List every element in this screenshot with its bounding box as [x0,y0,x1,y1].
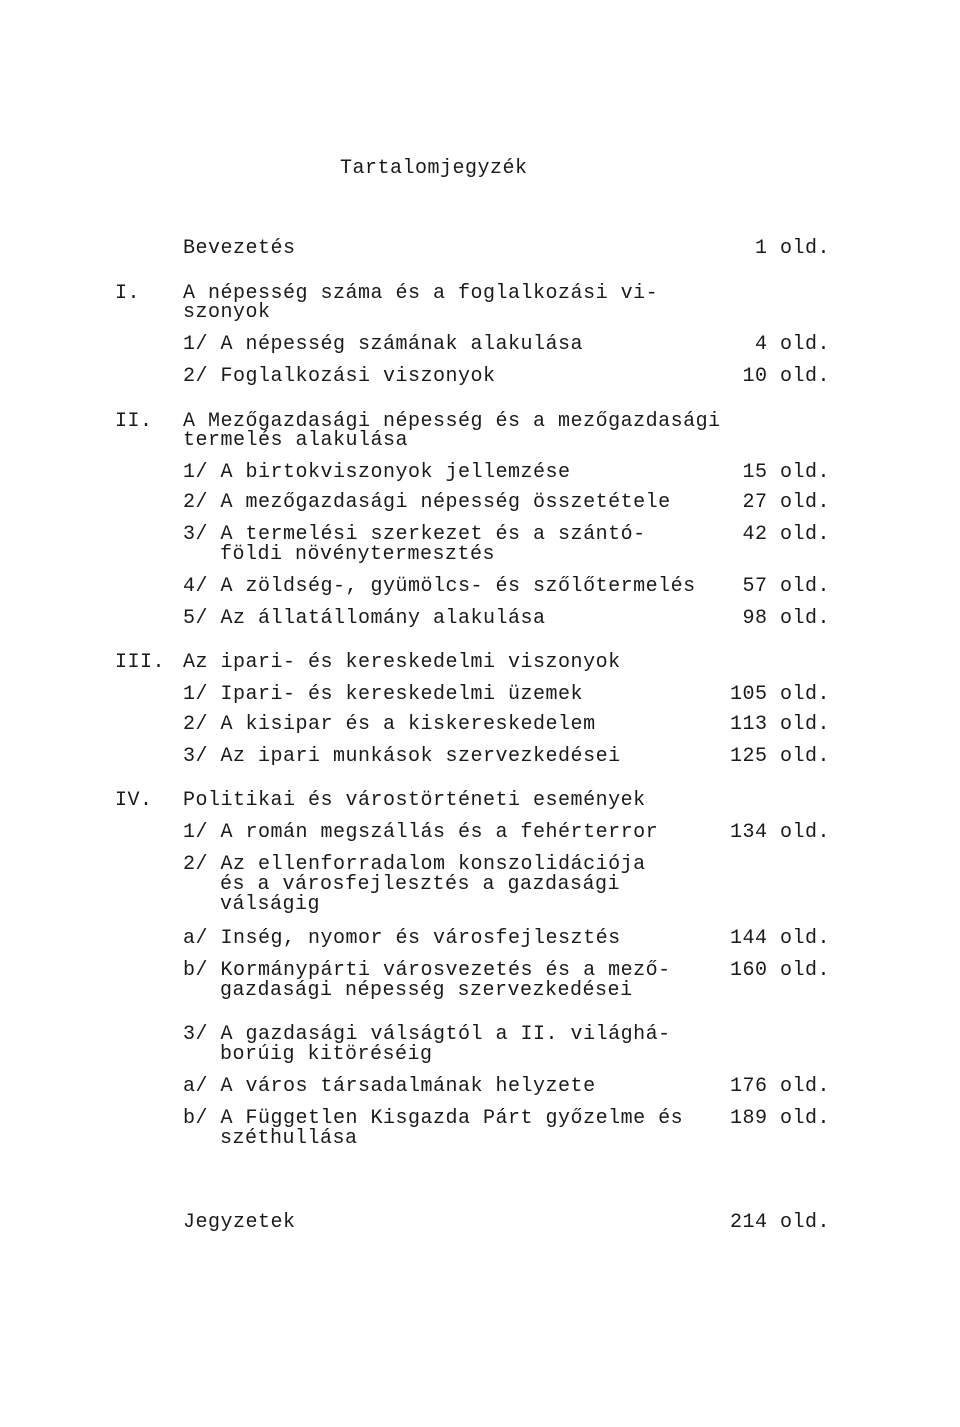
toc-entry-page: 189 old. [729,1107,830,1130]
toc-entry-page: 15 old. [742,461,830,484]
toc-entry-label: 3/ A termelési szerkezet és a szántó- [183,523,646,546]
intro-page: 1 old. [754,237,830,260]
toc-entry-page: 176 old. [729,1075,830,1098]
toc-entry-label-cont: borúig kitöréséig [220,1043,433,1066]
toc-entry-label: 2/ Foglalkozási viszonyok [183,365,496,388]
intro-label: Bevezetés [183,237,296,260]
chapter-number: I. [115,282,141,305]
toc-entry-page: 125 old. [729,745,830,768]
toc-entry-page: 105 old. [729,683,830,706]
toc-entry-page: 42 old. [742,523,830,546]
toc-entry-label: a/ Inség, nyomor és városfejlesztés [183,927,621,950]
toc-entry-page: 98 old. [742,607,830,630]
toc-entry-label: a/ A város társadalmának helyzete [183,1075,596,1098]
toc-entry-label-cont: gazdasági népesség szervezkedései [220,979,633,1002]
chapter-number: III. [115,651,166,674]
chapter-title: A Mezőgazdasági népesség és a mezőgazdasági [183,410,721,433]
page-title: Tartalomjegyzék [340,157,528,180]
toc-entry-label: 3/ Az ipari munkások szervezkedései [183,745,621,768]
toc-entry-label: b/ Kormánypárti városvezetés és a mező- [183,959,671,982]
toc-entry-page: 160 old. [729,959,830,982]
toc-entry-label: 2/ A kisipar és a kiskereskedelem [183,713,596,736]
toc-entry-label-cont: széthullása [220,1127,358,1150]
notes-label: Jegyzetek [183,1211,296,1234]
toc-entry-page: 27 old. [742,491,830,514]
notes-page: 214 old. [729,1211,830,1234]
toc-entry-label: 1/ Ipari- és kereskedelmi üzemek [183,683,584,706]
toc-entry-label: 3/ A gazdasági válságtól a II. világhá- [183,1023,671,1046]
toc-entry-page: 10 old. [742,365,830,388]
chapter-title: Az ipari- és kereskedelmi viszonyok [183,651,621,674]
toc-entry-label: 5/ Az állatállomány alakulása [183,607,546,630]
chapter-title-cont: termelés alakulása [183,429,409,452]
toc-entry-label: b/ A Független Kisgazda Párt győzelme és [183,1107,684,1130]
chapter-number: II. [115,410,153,433]
chapter-title: A népesség száma és a foglalkozási vi- [183,282,659,305]
toc-entry-label-cont: válságig [220,893,321,916]
toc-entry-label-cont: földi növénytermesztés [220,543,496,566]
chapter-title: Politikai és várostörténeti események [183,789,646,812]
chapter-title-cont: szonyok [183,301,271,324]
chapter-number: IV. [115,789,153,812]
toc-entry-page: 4 old. [754,333,830,356]
toc-entry-page: 113 old. [729,713,830,736]
toc-entry-page: 134 old. [729,821,830,844]
toc-entry-page: 144 old. [729,927,830,950]
toc-entry-label: 1/ A román megszállás és a fehérterror [183,821,659,844]
toc-entry-label: 2/ A mezőgazdasági népesség összetétele [183,491,671,514]
toc-entry-page: 57 old. [742,575,830,598]
toc-entry-label-cont: és a városfejlesztés a gazdasági [220,873,621,896]
toc-entry-label: 4/ A zöldség-, gyümölcs- és szőlőtermelés [183,575,696,598]
toc-entry-label: 1/ A népesség számának alakulása [183,333,584,356]
toc-entry-label: 1/ A birtokviszonyok jellemzése [183,461,571,484]
toc-entry-label: 2/ Az ellenforradalom konszolidációja [183,853,646,876]
